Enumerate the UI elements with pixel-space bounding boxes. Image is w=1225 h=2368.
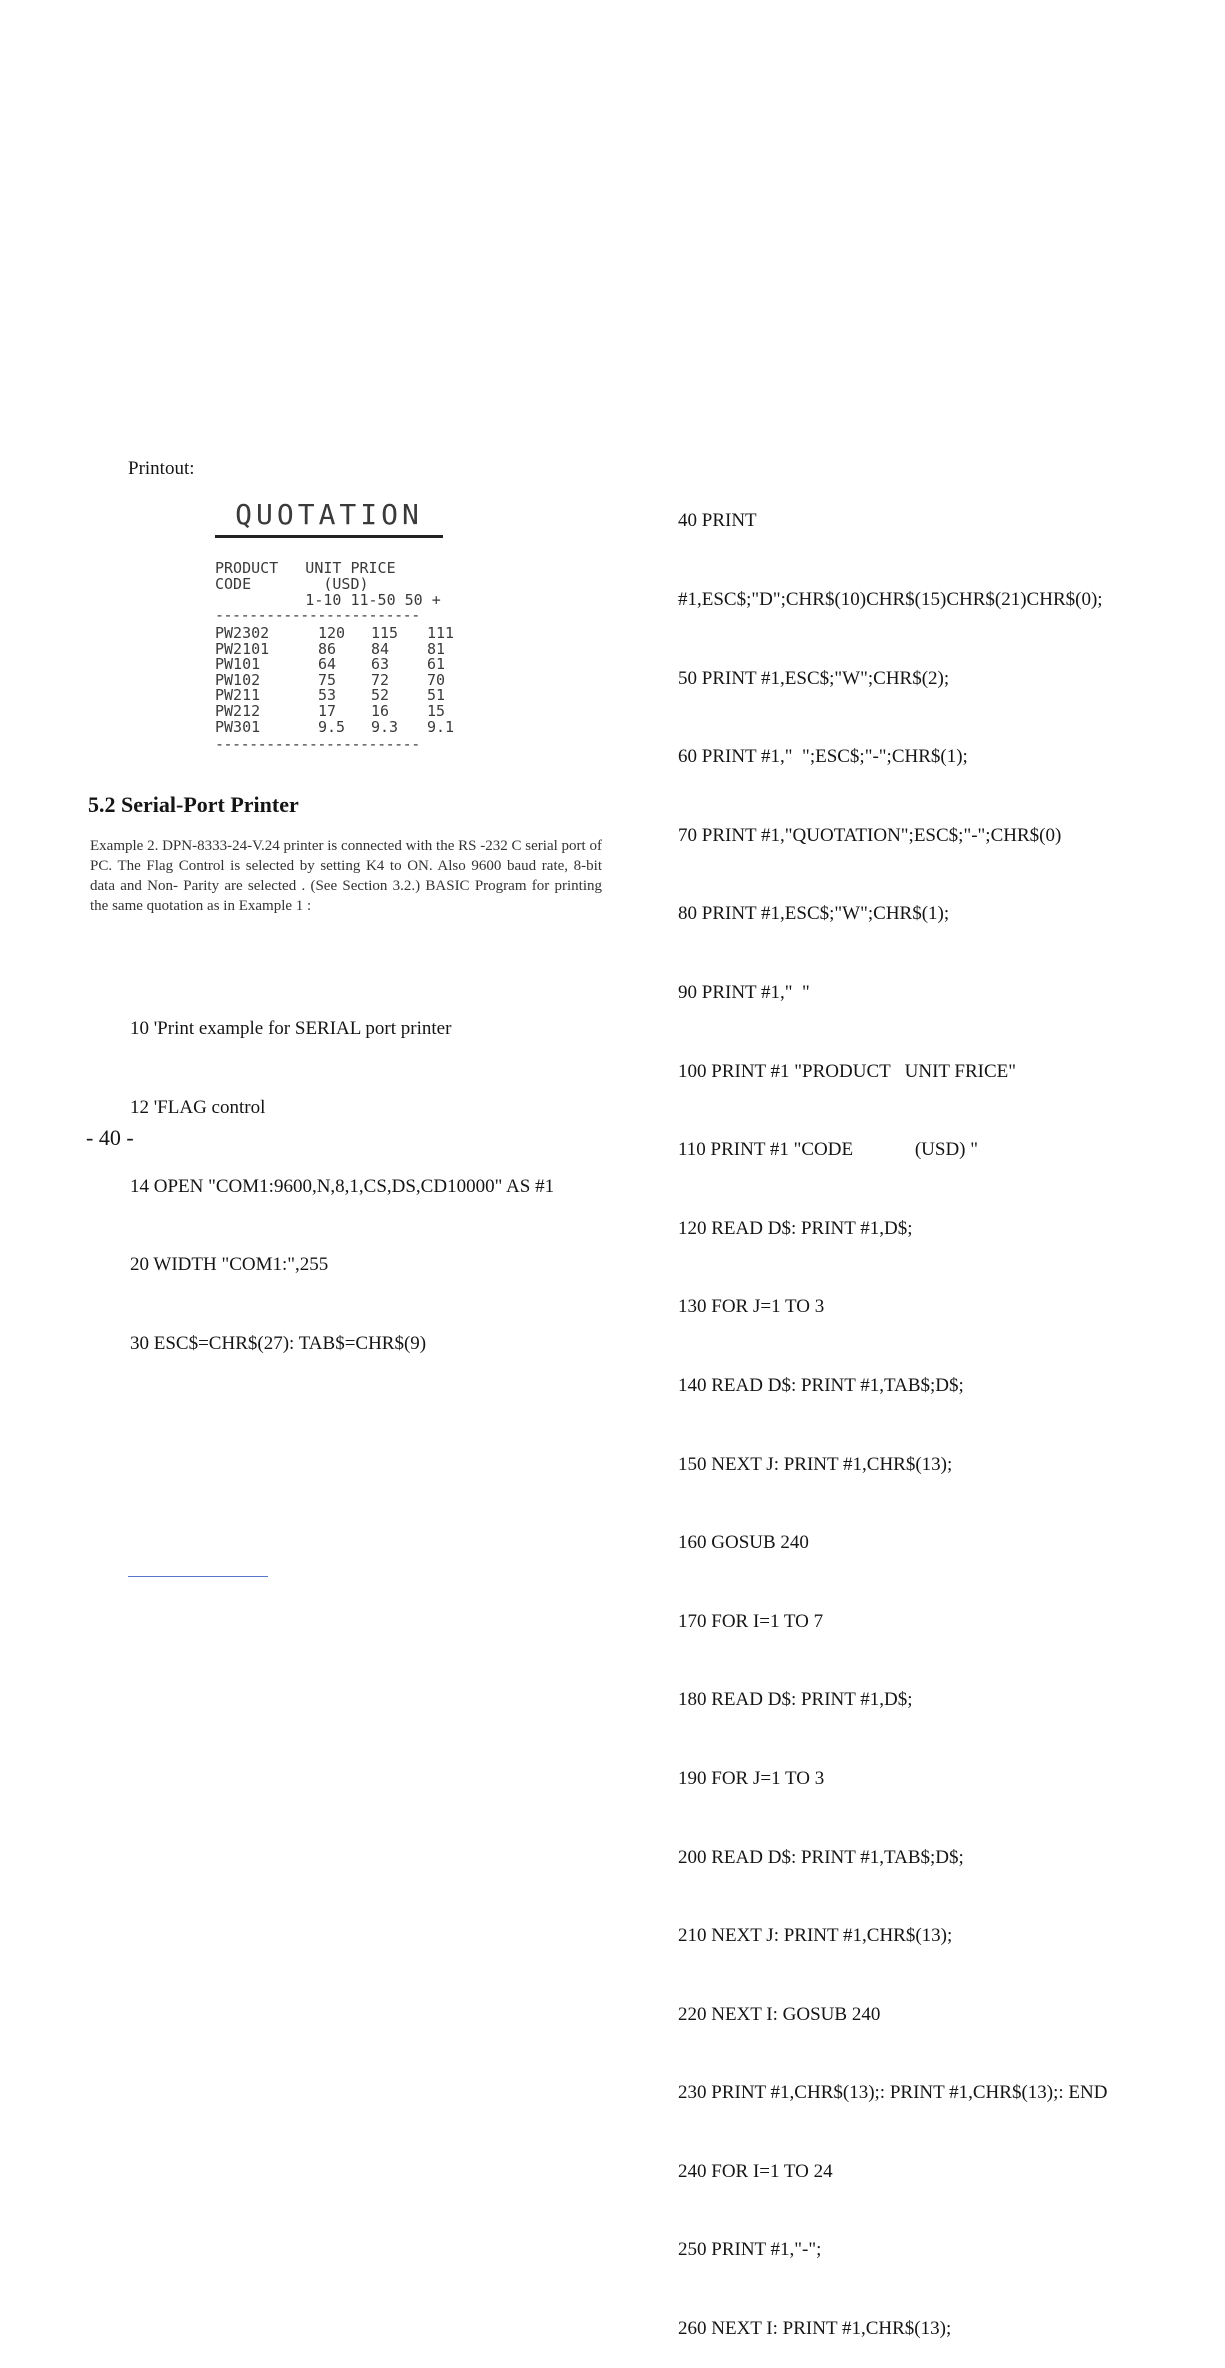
price-11-50: 63 [371,655,390,674]
printout-receipt [215,498,490,754]
code-line: 260 NEXT I: PRINT #1,CHR$(13); [678,2318,952,2340]
code-line: 120 READ D$: PRINT #1,D$; [678,1217,913,1239]
product-code: PW301 [215,717,261,736]
price-1-10: 120 [318,624,346,642]
receipt-divider: ------------------------ [215,735,420,754]
code-line: 20 WIDTH "COM1:",255 [130,1254,329,1276]
code-line: 80 PRINT #1,ESC$;"W";CHR$(1); [678,903,950,925]
price-50-plus: 70 [427,670,446,689]
code-line: 130 FOR J=1 TO 3 [678,1296,825,1318]
code-line: #1,ESC$;"D";CHR$(10)CHR$(15)CHR$(21)CHR$(0); [678,589,1103,610]
price-1-10: 9.5 [318,717,346,736]
price-50-plus: 15 [427,701,446,720]
code-line: 210 NEXT J: PRINT #1,CHR$(13); [678,1925,953,1947]
code-line: 230 PRINT #1,CHR$(13);: PRINT #1,CHR$(13);: END [678,2082,1108,2104]
code-line: 150 NEXT J: PRINT #1,CHR$(13); [678,1453,953,1475]
code-line: 40 PRINT [678,510,757,532]
receipt-title: QUOTATION [215,498,443,538]
product-code: PW2302 [215,624,270,642]
code-line: 200 READ D$: PRINT #1,TAB$;D$; [678,1846,964,1868]
code-line: 70 PRINT #1,"QUOTATION";ESC$;"-";CHR$(0) [678,824,1062,846]
price-1-10: 17 [318,701,337,720]
receipt-rows [215,626,490,735]
body-paragraph: Example 2. DPN-8333-24-V.24 printer is connected with the RS -232 C serial port of PC. The Flag Control is selected by setting K4 to ON. Also 9600 baud rate, 8-bit data and Non- Parity are selected . (See Section 3.2.) BASIC Program for printing the same quotation as in Example 1 : [90,838,602,914]
printout-label: Printout: [128,458,195,479]
code-line: 10 'Print example for SERIAL port printer [130,1018,452,1040]
product-code: PW211 [215,686,261,705]
code-line: 240 FOR I=1 TO 24 [678,2160,833,2182]
product-code: PW101 [215,655,261,674]
price-11-50: 9.3 [371,717,399,736]
code-line: 250 PRINT #1,"-"; [678,2239,822,2261]
product-code: PW102 [215,670,261,689]
product-code: PW2101 [215,639,270,658]
code-line: 140 READ D$: PRINT #1,TAB$;D$; [678,1374,964,1396]
price-1-10: 64 [318,655,337,674]
receipt-divider: ------------------------ [215,606,420,624]
code-line: 12 'FLAG control [130,1097,266,1118]
receipt-header-line: 1-10 11-50 50 + [215,591,441,609]
product-code: PW212 [215,701,261,720]
price-50-plus: 9.1 [427,717,455,736]
receipt-row [215,717,490,736]
receipt-header-line: PRODUCT UNIT PRICE [215,559,396,577]
code-line: 50 PRINT #1,ESC$;"W";CHR$(2); [678,667,950,689]
price-1-10: 75 [318,670,337,689]
code-listing-right [678,456,1107,2368]
price-11-50: 72 [371,670,390,689]
price-11-50: 84 [371,639,390,658]
price-11-50: 115 [371,624,399,642]
price-50-plus: 81 [427,639,446,658]
footer-divider [128,1576,268,1577]
price-50-plus: 111 [427,624,455,642]
code-line: 100 PRINT #1 "PRODUCT UNIT FRICE" [678,1060,1017,1082]
code-line: 90 PRINT #1," " [678,981,810,1003]
price-50-plus: 61 [427,655,446,674]
code-line: 160 GOSUB 240 [678,1532,809,1554]
code-line: 60 PRINT #1," ";ESC$;"-";CHR$(1); [678,746,968,768]
code-line: 30 ESC$=CHR$(27): TAB$=CHR$(9) [130,1332,427,1354]
code-listing-left [130,964,554,1383]
price-11-50: 16 [371,701,390,720]
code-line: 14 OPEN "COM1:9600,N,8,1,CS,DS,CD10000" AS #1 [130,1175,555,1197]
page-number: - 40 - [86,1125,134,1150]
code-line: 110 PRINT #1 "CODE (USD) " [678,1139,978,1161]
price-50-plus: 51 [427,686,446,705]
price-11-50: 52 [371,686,390,705]
code-line: 220 NEXT I: GOSUB 240 [678,2003,881,2025]
code-line: 180 READ D$: PRINT #1,D$; [678,1689,913,1711]
section-title: 5.2 Serial-Port Printer [88,792,299,817]
receipt-header-line: CODE (USD) [215,575,369,593]
price-1-10: 86 [318,639,337,658]
price-1-10: 53 [318,686,337,705]
code-line: 190 FOR J=1 TO 3 [678,1767,825,1789]
code-line: 170 FOR I=1 TO 7 [678,1610,824,1632]
